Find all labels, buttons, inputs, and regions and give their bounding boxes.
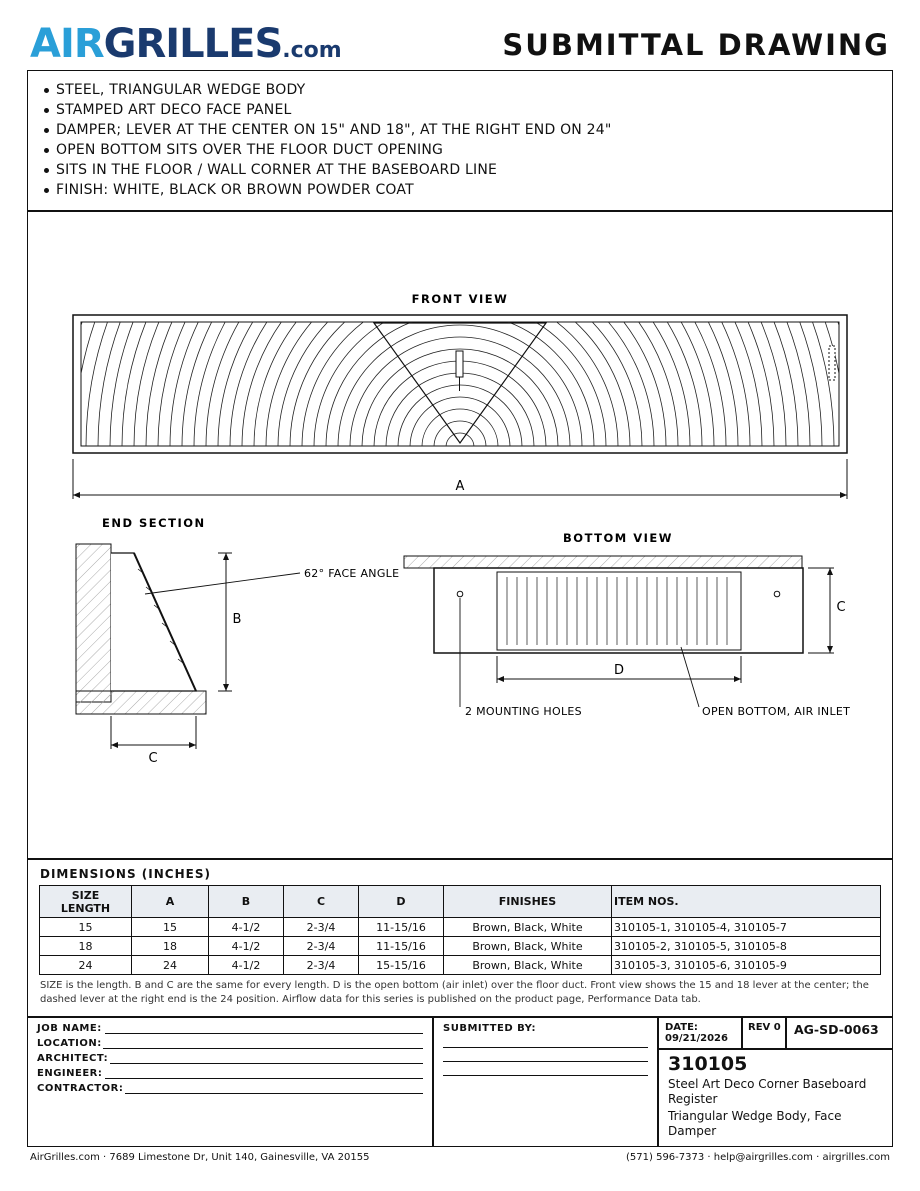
divider xyxy=(785,1016,787,1049)
engineer-field[interactable] xyxy=(105,1078,423,1079)
deco-arc xyxy=(422,409,498,485)
architect-label: ARCHITECT: xyxy=(37,1053,109,1064)
deco-arc xyxy=(28,211,892,858)
inlet-slats xyxy=(507,577,727,645)
arrow-icon xyxy=(223,684,229,691)
deco-arc xyxy=(38,211,882,858)
submitted-by-label: SUBMITTED BY: xyxy=(443,1023,537,1034)
deco-arc xyxy=(314,301,606,593)
bottom-view-title: BOTTOM VIEW xyxy=(563,531,673,545)
open-bottom-leader xyxy=(681,647,699,707)
open-bottom-label: OPEN BOTTOM, AIR INLET xyxy=(702,705,851,718)
job-name-field[interactable] xyxy=(105,1033,423,1034)
dim-d-label: D xyxy=(613,663,625,678)
feature-item: FINISH: WHITE, BLACK OR BROWN POWDER COAT xyxy=(40,180,611,200)
col-item-nos: ITEM NOS. xyxy=(612,886,881,918)
arrow-icon xyxy=(734,676,741,682)
bullet-icon xyxy=(44,148,49,153)
part-subdescription: Triangular Wedge Body, Face Damper xyxy=(668,1109,842,1138)
engineer-label: ENGINEER: xyxy=(37,1068,103,1079)
arrow-icon xyxy=(223,553,229,560)
arrow-icon xyxy=(497,676,504,682)
damper-lever-center xyxy=(456,351,463,377)
mounting-hole-left xyxy=(457,591,463,597)
footer-contact: (571) 596-7373 · help@airgrilles.com · airgrilles.com xyxy=(626,1152,890,1163)
table-row: 18 18 4-1/2 2-3/4 11-15/16 Brown, Black, White 310105-2, 310105-5, 310105-8 xyxy=(40,937,881,956)
contractor-label: CONTRACTOR: xyxy=(37,1083,124,1094)
logo-part-com: .com xyxy=(282,38,342,63)
col-finishes: FINISHES xyxy=(444,886,612,918)
deco-arc xyxy=(28,211,892,858)
table-row: 15 15 4-1/2 2-3/4 11-15/16 Brown, Black, White 310105-1, 310105-4, 310105-7 xyxy=(40,918,881,937)
architect-field[interactable] xyxy=(110,1063,423,1064)
deco-arc xyxy=(434,421,486,473)
bottom-view-outline xyxy=(434,568,803,653)
col-c: C xyxy=(284,886,359,918)
end-section-title: END SECTION xyxy=(102,516,206,530)
deco-arc xyxy=(50,211,870,857)
feature-item: STEEL, TRIANGULAR WEDGE BODY xyxy=(40,80,611,100)
job-name-label: JOB NAME: xyxy=(37,1023,102,1034)
revision: REV 0 xyxy=(748,1022,781,1033)
col-size-length: SIZE LENGTH xyxy=(40,886,132,918)
feature-item: STAMPED ART DECO FACE PANEL xyxy=(40,100,611,120)
drawing-canvas xyxy=(28,211,892,858)
brand-logo xyxy=(30,22,342,66)
arrow-icon xyxy=(840,492,847,498)
technical-drawing xyxy=(28,211,892,858)
bullet-icon xyxy=(44,188,49,193)
mounting-hole-right xyxy=(774,591,780,597)
damper-lever-right-dashed xyxy=(829,346,835,380)
divider xyxy=(432,1016,434,1147)
submitted-by-line[interactable] xyxy=(443,1061,648,1062)
deco-arc xyxy=(28,211,892,858)
deco-arc xyxy=(386,373,534,521)
arrow-icon xyxy=(111,742,118,748)
col-d: D xyxy=(359,886,444,918)
dim-c-end-label: C xyxy=(148,751,158,766)
face-angle-leader xyxy=(145,573,300,594)
document-title: SUBMITTAL DRAWING xyxy=(502,28,890,62)
floor-section xyxy=(76,691,206,714)
deco-arc xyxy=(446,433,474,461)
arrow-icon xyxy=(189,742,196,748)
divider xyxy=(741,1016,743,1049)
bullet-icon xyxy=(44,108,49,113)
divider xyxy=(657,1016,659,1147)
wall-strip xyxy=(404,556,802,568)
deco-arc xyxy=(28,211,892,858)
location-field[interactable] xyxy=(103,1048,423,1049)
wedge-profile xyxy=(111,553,196,691)
contractor-field[interactable] xyxy=(125,1093,423,1094)
mounting-holes-label: 2 MOUNTING HOLES xyxy=(465,705,582,718)
divider xyxy=(27,1016,893,1018)
submitted-by-line[interactable] xyxy=(443,1047,648,1048)
feature-item: SITS IN THE FLOOR / WALL CORNER AT THE BASEBOARD LINE xyxy=(40,160,611,180)
logo-part-air: AIR xyxy=(30,21,104,67)
wall-section xyxy=(76,544,111,702)
bullet-icon xyxy=(44,168,49,173)
date-value: 09/21/2026 xyxy=(665,1033,728,1044)
part-description: Steel Art Deco Corner Baseboard Register xyxy=(668,1077,867,1106)
logo-part-grilles: GRILLES xyxy=(103,21,283,67)
feature-item: OPEN BOTTOM SITS OVER THE FLOOR DUCT OPENING xyxy=(40,140,611,160)
location-label: LOCATION: xyxy=(37,1038,102,1049)
dim-b-label: B xyxy=(232,612,242,627)
footer-address: AirGrilles.com · 7689 Limestone Dr, Unit 140, Gainesville, VA 20155 xyxy=(30,1152,370,1163)
bullet-icon xyxy=(44,88,49,93)
front-view-title: FRONT VIEW xyxy=(411,292,509,306)
dimensions-table xyxy=(39,885,881,975)
dim-a-label: A xyxy=(455,479,465,494)
arrow-icon xyxy=(73,492,80,498)
divider xyxy=(27,858,893,860)
arrow-icon xyxy=(827,646,833,653)
bullet-icon xyxy=(44,128,49,133)
table-header-row xyxy=(40,886,881,918)
art-deco-arcs xyxy=(28,211,892,858)
submitted-by-line[interactable] xyxy=(443,1075,648,1076)
arrow-icon xyxy=(827,568,833,575)
dimensions-note: SIZE is the length. B and C are the same for every length. D is the open bottom (air inlet) over the floor duct. Front view shows the 15 and 18 lever at the center; the dashed lever at the right end is the 24 position. Airflow data for this series is published on the product page, Performance Data tab. xyxy=(40,980,869,1005)
document-number: AG-SD-0063 xyxy=(794,1022,879,1037)
open-bottom-inlet xyxy=(497,572,741,650)
col-b: B xyxy=(209,886,284,918)
date-label: DATE: xyxy=(665,1022,698,1033)
dim-c-bottom-label: C xyxy=(836,600,846,615)
divider xyxy=(657,1048,893,1050)
feature-item: DAMPER; LEVER AT THE CENTER ON 15" AND 18", AT THE RIGHT END ON 24" xyxy=(40,120,611,140)
col-a: A xyxy=(132,886,209,918)
part-number: 310105 xyxy=(668,1053,748,1075)
deco-arc xyxy=(266,253,654,641)
face-angle-label: 62° FACE ANGLE xyxy=(304,567,400,580)
dimensions-title: DIMENSIONS (INCHES) xyxy=(40,867,211,881)
table-row: 24 24 4-1/2 2-3/4 15-15/16 Brown, Black, White 310105-3, 310105-6, 310105-9 xyxy=(40,956,881,975)
feature-list xyxy=(40,80,611,200)
